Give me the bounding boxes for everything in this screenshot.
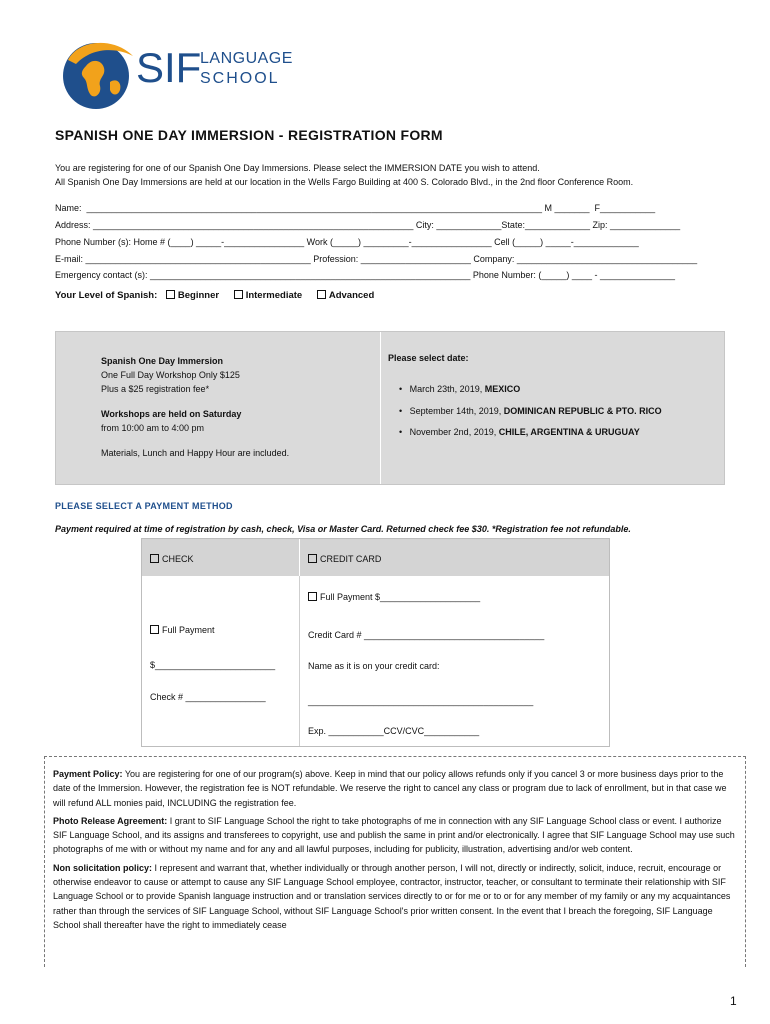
- immersion-schedule: [101, 407, 241, 435]
- phone-field[interactable]: Phone Number (s): Home # (____) _____-________________ Work (_____) _________-________________ Cell (_____) _____-_____________: [55, 237, 639, 247]
- credit-card-number-field[interactable]: Credit Card # ____________________________________: [308, 630, 545, 640]
- schedule-time: from 10:00 am to 4:00 pm: [101, 423, 205, 433]
- check-amount-field[interactable]: $________________________: [150, 660, 276, 670]
- check-option[interactable]: CHECK: [150, 554, 194, 564]
- payment-method-heading: PLEASE SELECT A PAYMENT METHOD: [55, 501, 233, 511]
- name-on-card-label: Name as it is on your credit card:: [308, 661, 440, 671]
- address-field[interactable]: Address: ________________________________________________________________ City: _____________State:_____________ Zip: ______________: [55, 220, 681, 230]
- schedule-heading: Workshops are held on Saturday: [101, 409, 242, 419]
- non-solicitation-policy: Non solicitation policy: I represent and warrant that, whether individually or through another person, I will not, directly or indirectly, solicit, induce, recruit, encourage or otherwise endeavor to cause or attempt to cause any SIF Language School employee, contractor, instructor, teacher, or consultant to terminate their relationship with SIF Language School or to provide Spanish language instruction and or translation services directly to or for me or to or for any member of my family or any my acquaintances rather than through the services of SIF Language School, without SIF Language School's prior written consent. In the event that I breach the foregoing, SIF Language School shall thereafter have the right to immediately cease: [53, 862, 731, 930]
- date-option-november[interactable]: • November 2nd, 2019, CHILE, ARGENTINA & URUGUAY: [399, 427, 640, 437]
- photo-release-agreement: Photo Release Agreement: I grant to SIF Language School the right to take photographs of me in connection with any SIF Language School class or event. I authorize SIF Language School, and its assigns and transferees to copyright, use and publish the same in print and/or electronically. I agree that SIF Language School may use such photographs of me with or without my name and for any and all lawful purposes, including for publicity, illustration, advertising and/or web content.: [53, 815, 735, 855]
- level-label: Your Level of Spanish:: [55, 290, 158, 301]
- payment-requirements: Payment required at time of registration by cash, check, Visa or Master Card. Returned check fee $30. *Registration fee not refundable.: [55, 524, 631, 534]
- globe-icon: [58, 38, 138, 112]
- credit-card-option[interactable]: CREDIT CARD: [308, 554, 381, 564]
- immersion-heading: Spanish One Day Immersion: [101, 356, 224, 366]
- payment-policy: Payment Policy: You are registering for one of our program(s) above. Keep in mind that our policy allows refunds only if you cancel 3 or more business days prior to the date of the Immersion. However, the registration fee is NOT refundable. We reserve the right to cancel any class or program due to lack of enrollment, but in that case we will refund ALL monies paid, INCLUDING the registration fee.: [53, 769, 727, 808]
- logo-school: SCHOOL: [200, 70, 280, 87]
- intro-line-2: All Spanish One Day Immersions are held at our location in the Wells Fargo Building at 400 S. Colorado Blvd., in the 2nd floor Conference Room.: [55, 177, 634, 187]
- name-on-card-field[interactable]: _____________________________________________: [308, 696, 534, 706]
- logo-sif: SIF: [136, 44, 202, 91]
- check-full-payment-checkbox[interactable]: Full Payment: [150, 625, 215, 635]
- level-intermediate-checkbox[interactable]: Intermediate: [234, 290, 309, 301]
- immersion-pricing: [101, 354, 240, 396]
- level-beginner-checkbox[interactable]: Beginner: [166, 290, 225, 301]
- intro-line-1: You are registering for one of our Spanish One Day Immersions. Please select the IMMERSION DATE you wish to attend.: [55, 163, 540, 173]
- email-field[interactable]: E-mail: _____________________________________________ Profession: ______________________ Company: ____________________________________: [55, 254, 698, 264]
- form-title: SPANISH ONE DAY IMMERSION - REGISTRATION FORM: [55, 127, 443, 143]
- date-option-march[interactable]: • March 23th, 2019, MEXICO: [399, 384, 521, 394]
- spanish-level: [55, 290, 386, 301]
- logo-language: LANGUAGE: [200, 50, 293, 67]
- payment-table: [141, 538, 610, 747]
- immersion-fee: Plus a $25 registration fee*: [101, 384, 210, 394]
- level-advanced-checkbox[interactable]: Advanced: [317, 290, 380, 301]
- policy-section: [44, 756, 746, 967]
- select-date-label: Please select date:: [388, 353, 469, 363]
- date-option-september[interactable]: • September 14th, 2019, DOMINICAN REPUBLIC & PTO. RICO: [399, 406, 662, 416]
- immersion-info-panel: [55, 331, 725, 485]
- immersion-price: One Full Day Workshop Only $125: [101, 370, 240, 380]
- included-items: Materials, Lunch and Happy Hour are included.: [101, 448, 290, 458]
- expiry-ccv-field[interactable]: Exp. ___________CCV/CVC___________: [308, 726, 480, 736]
- name-field[interactable]: Name: ___________________________________________________________________________________________ M _______ F___________: [55, 203, 656, 213]
- page-number: 1: [730, 994, 737, 1008]
- school-logo: [58, 38, 293, 112]
- emergency-contact-field[interactable]: Emergency contact (s): ________________________________________________________________ Phone Number: (_____) ____ - _______________: [55, 270, 676, 280]
- cc-full-payment-checkbox[interactable]: Full Payment $____________________: [308, 592, 480, 602]
- check-number-field[interactable]: Check # ________________: [150, 692, 266, 702]
